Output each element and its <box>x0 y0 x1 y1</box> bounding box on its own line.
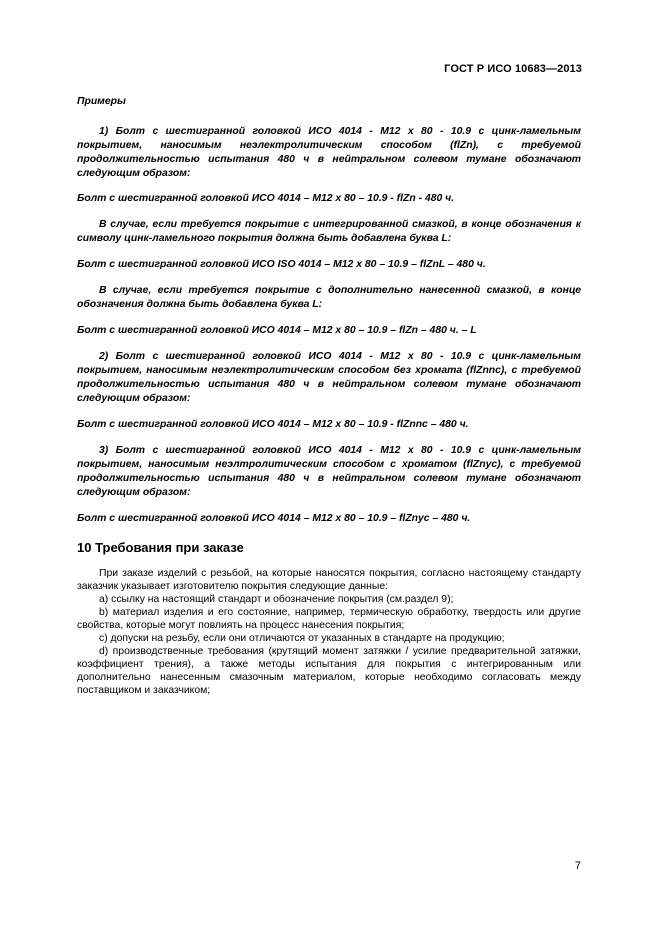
example-3-designation: Болт с шестигранной головкой ИСО 4014 – М12 х 80 – 10.9 – flZnyc – 480 ч. <box>77 513 471 524</box>
section-10-title: 10 Требования при заказе <box>77 540 244 555</box>
example-3: 3) Болт с шестигранной головкой ИСО 4014 - М12 х 80 - 10.9 с цинк-ламельным покрытием, наносимым неэлтролитическим способом с хроматом (flZnyc), с требуемой продолжительностью испытания 480 ч в нейтральном солевом тумане обозначают следующим образом: <box>77 445 581 498</box>
standard-header: ГОСТ Р ИСО 10683—2013 <box>444 63 582 75</box>
section-10-item-c: c) допуски на резьбу, если они отличаются от указанных в стандарте на продукцию; <box>99 633 505 644</box>
example-1-note-additional: В случае, если требуется покрытие с дополнительно нанесенной смазкой, в конце обозначения должна быть добавлена буква L: <box>77 285 581 310</box>
section-10-intro: При заказе изделий с резьбой, на которые наносятся покрытия, согласно настоящему стандарту заказчик указывает изготовителю покрытия следующие данные: <box>77 568 581 592</box>
example-1-designation-integrated: Болт с шестигранной головкой ИСО ISO 4014 – М12 х 80 – 10.9 – flZnL – 480 ч. <box>77 259 486 270</box>
example-2: 2) Болт с шестигранной головкой ИСО 4014 - М12 х 80 - 10.9 с цинк-ламельным покрытием, наносимым неэлектролитическим способом без хромата (flZnnc), с требуемой продолжительностью испытания 480 ч в нейтральном солевом тумане обозначают следующим образом: <box>77 351 581 404</box>
example-1: 1) Болт с шестигранной головкой ИСО 4014 - М12 х 80 - 10.9 с цинк-ламельным покрытием, наносимым неэлектролитическим способом (flZn), с требуемой продолжительностью испытания 480 ч в нейтральном солевом тумане обозначают следующим образом: <box>77 126 581 179</box>
section-10-item-b: b) материал изделия и его состояние, например, термическую обработку, твердость или другие свойства, которые могут повлиять на процесс нанесения покрытия; <box>77 607 581 631</box>
examples-title: Примеры <box>77 96 126 107</box>
example-1-designation: Болт с шестигранной головкой ИСО 4014 – М12 х 80 – 10.9 - flZn - 480 ч. <box>77 193 455 204</box>
page-number: 7 <box>574 860 581 872</box>
example-1-designation-additional: Болт с шестигранной головкой ИСО 4014 – М12 х 80 – 10.9 – flZn – 480 ч. – L <box>77 325 477 336</box>
example-2-designation: Болт с шестигранной головкой ИСО 4014 – М12 х 80 – 10.9 - flZnnc – 480 ч. <box>77 419 469 430</box>
example-1-note-integrated: В случае, если требуется покрытие с интегрированной смазкой, в конце обозначения к символу цинк-ламельного покрытия должна быть добавлена буква L: <box>77 219 581 244</box>
section-10-item-d: d) производственные требования (крутящий момент затяжки / усилие предварительной затяжки, коэффициент трения), а также методы испытания для покрытия с интегрированным или дополнительно нанесенным смазочным материалом, которые необходимо согласовать между поставщиком и заказчиком; <box>77 646 581 696</box>
page-content <box>77 95 581 697</box>
section-10-item-a: a) ссылку на настоящий стандарт и обозначение покрытия (см.раздел 9); <box>99 594 454 605</box>
